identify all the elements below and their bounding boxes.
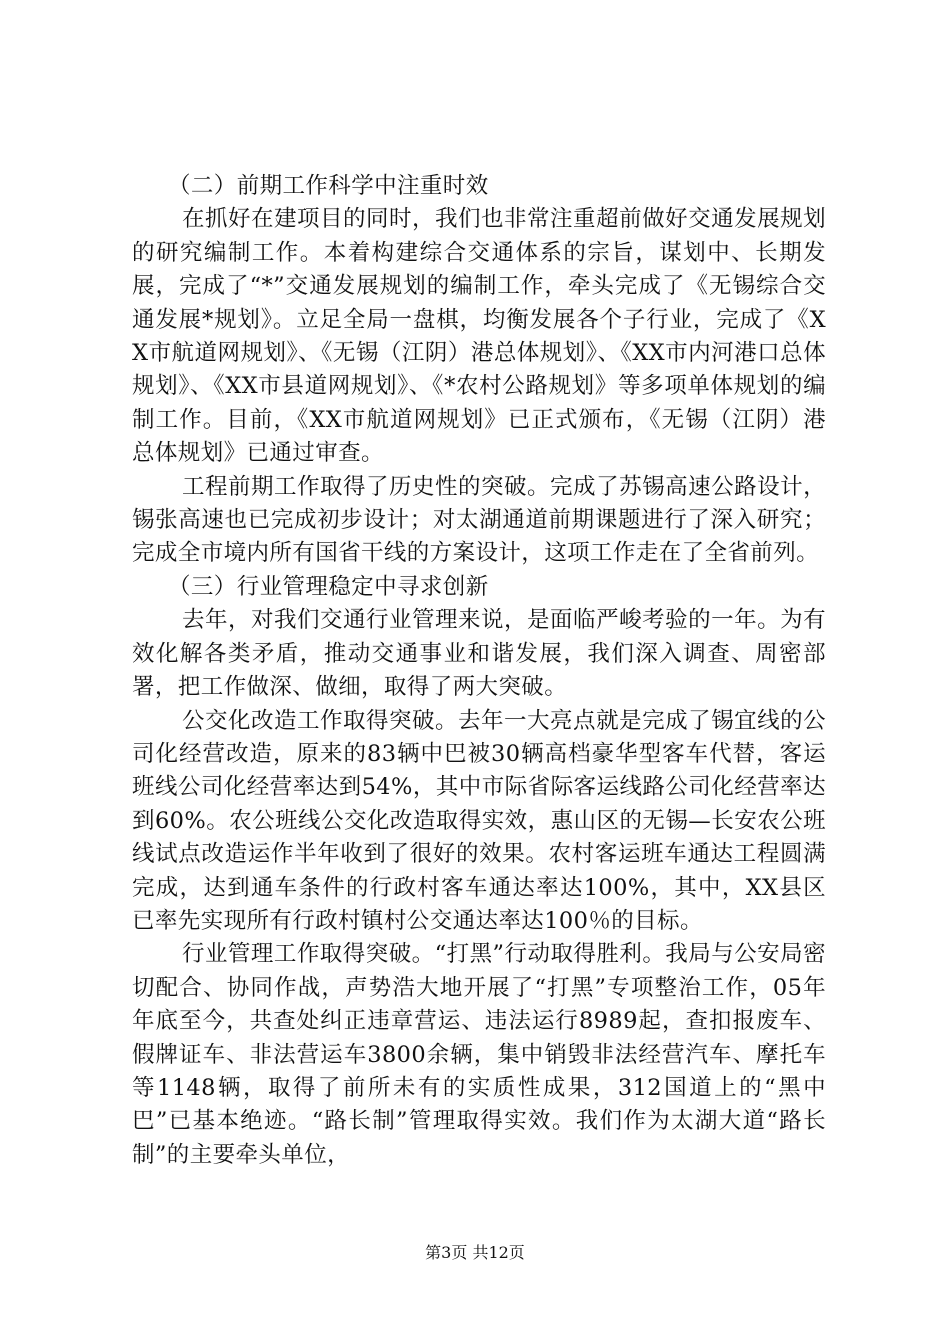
paragraph-enforcement: 行业管理工作取得突破。“打黑”行动取得胜利。我局与公安局密切配合、协同作战，声势浩大地开展了“打黑”专项整治工作，05年年底至今，共查处纠正违章营运、违法运行8989起，查扣报废车、假牌证车、非法营运车3800余辆，集中销毁非法经营汽车、摩托车等1148辆，取得了前所未有的实质性成果，312国道上的“黑中巴”已基本绝迹。“路长制”管理取得实效。我们作为太湖大道“路长制”的主要牵头单位，: [132, 941, 826, 1168]
document-body: [132, 170, 826, 1172]
paragraph-industry-management: 去年，对我们交通行业管理来说，是面临严峻考验的一年。为有效化解各类矛盾，推动交通事业和谐发展，我们深入调查、周密部署，把工作做深、做细，取得了两大突破。: [132, 607, 826, 701]
section-heading-3: （三）行业管理稳定中寻求创新: [168, 573, 489, 600]
paragraph-bus-reform: 公交化改造工作取得突破。去年一大亮点就是完成了锡宜线的公司化经营改造，原来的83辆中巴被30辆高档豪华型客车代替，客运班线公司化经营率达到54%，其中市际省际客运线路公司化经营率达到60%。农公班线公交化改造取得实效，惠山区的无锡—长安农公班线试点改造运作半年收到了很好的效果。农村客运班车通达工程圆满完成，达到通车条件的行政村客车通达率达100%，其中，XX县区已率先实现所有行政村镇村公交通达率达100％的目标。: [132, 707, 826, 934]
paragraph-planning: 在抓好在建项目的同时，我们也非常注重超前做好交通发展规划的研究编制工作。本着构建综合交通体系的宗旨，谋划中、长期发展，完成了“*”交通发展规划的编制工作，牵头完成了《无锡综合交通发展*规划》。立足全局一盘棋，均衡发展各个子行业，完成了《XX市航道网规划》、《无锡（江阴）港总体规划》、《XX市内河港口总体规划》、《XX市县道网规划》、《*农村公路规划》等多项单体规划的编制工作。目前，《XX市航道网规划》已正式颁布，《无锡（江阴）港总体规划》已通过审查。: [132, 206, 826, 467]
page-number-footer: 第3页 共12页: [425, 1243, 525, 1262]
section-heading-2: （二）前期工作科学中注重时效: [168, 173, 489, 199]
paragraph-engineering: 工程前期工作取得了历史性的突破。完成了苏锡高速公路设计，锡张高速也已完成初步设计；对太湖通道前期课题进行了深入研究；完成全市境内所有国省干线的方案设计，这项工作走在了全省前列。: [132, 473, 826, 567]
